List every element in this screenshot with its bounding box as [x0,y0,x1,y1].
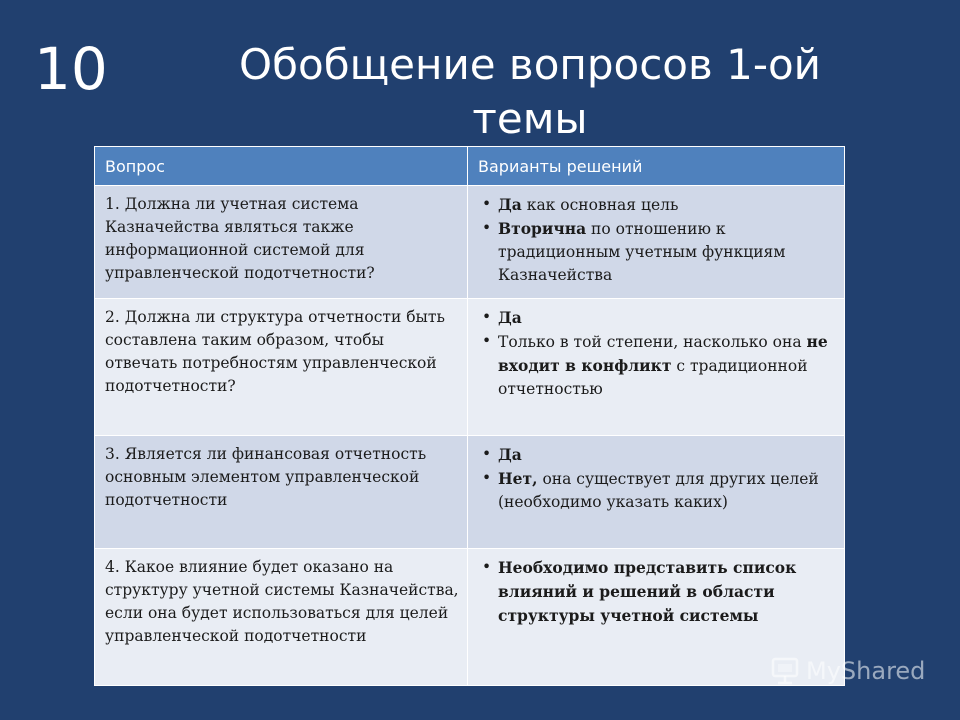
watermark [770,656,925,686]
answers-cell [468,299,845,436]
answer-bold: Да [498,195,522,214]
answer-item [478,217,836,287]
answer-list [478,193,836,287]
answer-bold: Вторична [498,219,587,238]
answer-item [478,330,836,401]
header-solutions: Варианты решений [468,147,845,186]
answer-item [478,306,836,330]
question-cell: 4. Какое влияние будет оказано на структуру учетной системы Казначейства, если она будет использоваться для целей управленческой подотчетности [95,549,468,686]
answer-item [478,467,836,514]
table-row [95,186,845,299]
summary-table-container [94,146,844,686]
answer-bold: не входит в конфликт [498,332,828,375]
myshared-logo-icon [770,656,800,686]
answer-text-pre: Только в той степени, насколько она [498,333,807,351]
table-row [95,299,845,436]
question-cell: 1. Должна ли учетная система Казначейства являться также информационной системой для управленческой подотчетности? [95,186,468,299]
question-cell: 3. Является ли финансовая отчетность основным элементом управленческой подотчетности [95,436,468,549]
answer-item [478,556,836,628]
answer-text: с традиционной отчетностью [498,357,808,398]
answers-cell [468,186,845,299]
answer-item [478,193,836,217]
answer-list [478,556,836,628]
slide-number: 10 [34,35,108,103]
slide-title: Обобщение вопросов 1-ой темы [239,40,821,143]
table-row [95,549,845,686]
answers-cell [468,436,845,549]
answer-list [478,443,836,514]
answer-bold: Нет, [498,469,538,488]
answer-item [478,443,836,467]
answer-bold: Да [498,308,522,327]
question-cell: 2. Должна ли структура отчетности быть составлена таким образом, чтобы отвечать потребностям управленческой подотчетности? [95,299,468,436]
table-row [95,436,845,549]
summary-table [94,146,845,686]
answer-bold: Да [498,445,522,464]
answer-bold: Необходимо представить список влияний и решений в области структуры учетной системы [498,558,797,625]
table-header-row [95,147,845,186]
answer-text: она существует для других целей (необходимо указать каких) [498,470,819,511]
answer-text: как основная цель [521,196,679,214]
watermark-text: MyShared [806,657,926,685]
header-question: Вопрос [95,147,468,186]
answer-list [478,306,836,401]
answer-text: по отношению к традиционным учетным функциям Казначейства [498,220,786,284]
